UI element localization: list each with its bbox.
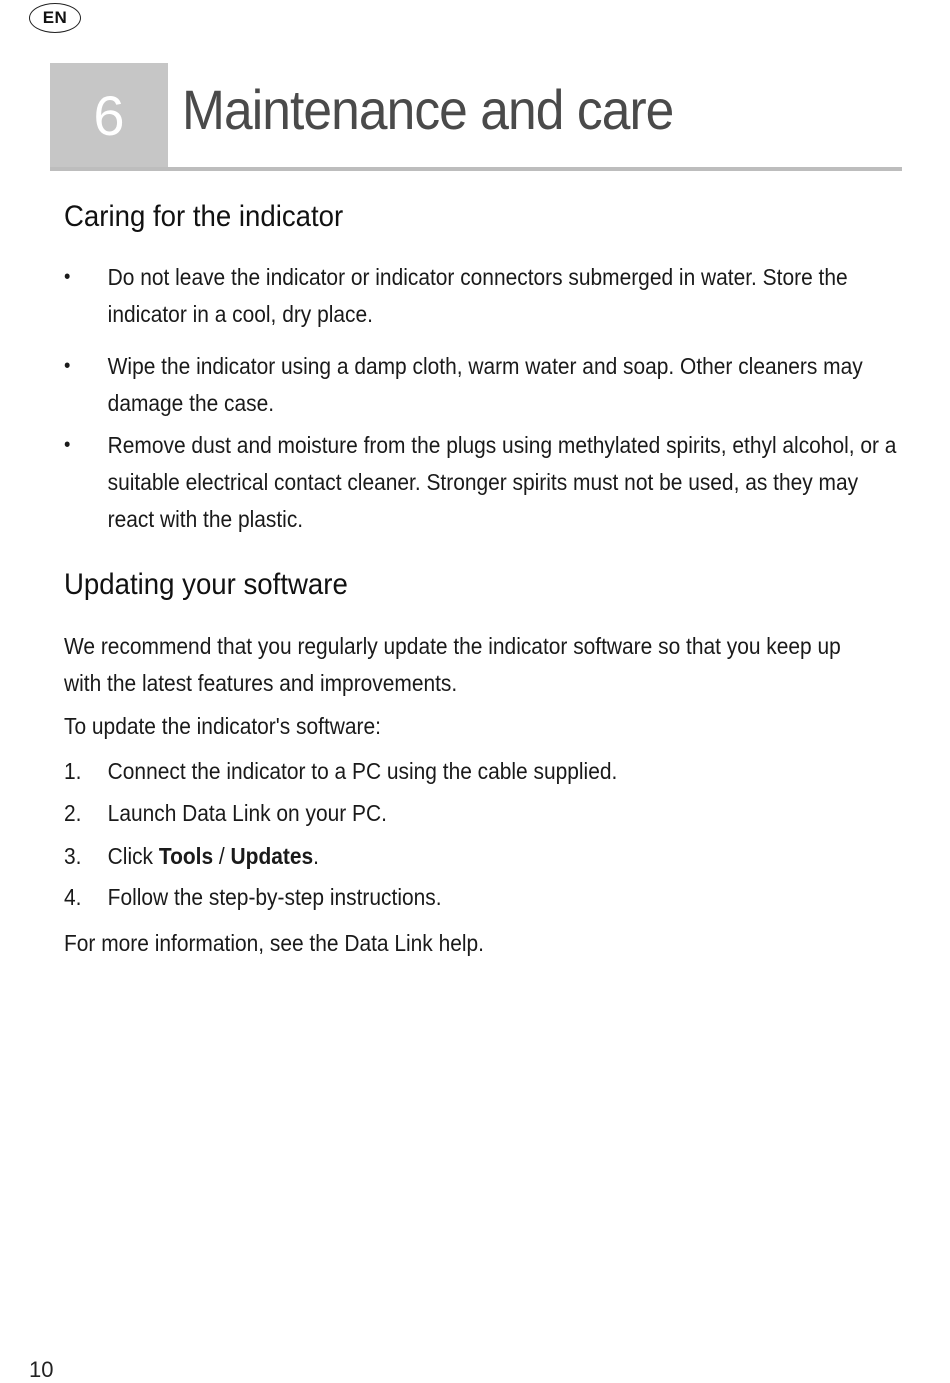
bullet-text: Remove dust and moisture from the plugs using methylated spirits, ethyl alcohol, or a suitable electrical contact cleaner. Stronger spirits must not be used, as they may react with the plastic.: [107, 432, 897, 532]
section-heading-caring: Caring for the indicator: [64, 200, 344, 233]
bullet-text: Do not leave the indicator or indicator connectors submerged in water. Store the indicator in a cool, dry place.: [107, 264, 848, 327]
step-text: Connect the indicator to a PC using the cable supplied.: [107, 758, 618, 784]
chapter-title: Maintenance and care: [182, 78, 674, 141]
step-text-suffix: .: [313, 843, 319, 869]
step-number: 2.: [64, 800, 82, 826]
chapter-header: [50, 63, 902, 171]
step-number: 3.: [64, 843, 82, 869]
menu-updates: Updates: [230, 843, 314, 869]
step-text: [108, 838, 902, 875]
steps-intro: To update the indicator's software:: [64, 713, 381, 739]
step-number: 4.: [64, 884, 82, 910]
bullet-marker: •: [64, 434, 71, 456]
outro-paragraph: For more information, see the Data Link help.: [64, 930, 484, 956]
language-badge: EN: [29, 3, 81, 33]
step-text: Launch Data Link on your PC.: [107, 800, 387, 826]
step-text-prefix: Click: [107, 843, 159, 869]
menu-separator: /: [213, 843, 231, 869]
bullet-marker: •: [64, 266, 71, 288]
chapter-divider: [50, 167, 902, 171]
bullet-marker: •: [64, 355, 71, 377]
page-number: 10: [29, 1357, 54, 1382]
step-text: Follow the step-by-step instructions.: [107, 884, 442, 910]
menu-tools: Tools: [158, 843, 214, 869]
section-heading-updating: Updating your software: [64, 568, 348, 601]
chapter-number: 6: [50, 63, 168, 167]
step-number: 1.: [64, 758, 82, 784]
bullet-text: Wipe the indicator using a damp cloth, warm water and soap. Other cleaners may damage the case.: [107, 353, 863, 416]
intro-paragraph: We recommend that you regularly update the indicator software so that you keep up with the latest features and improvements.: [64, 633, 841, 696]
